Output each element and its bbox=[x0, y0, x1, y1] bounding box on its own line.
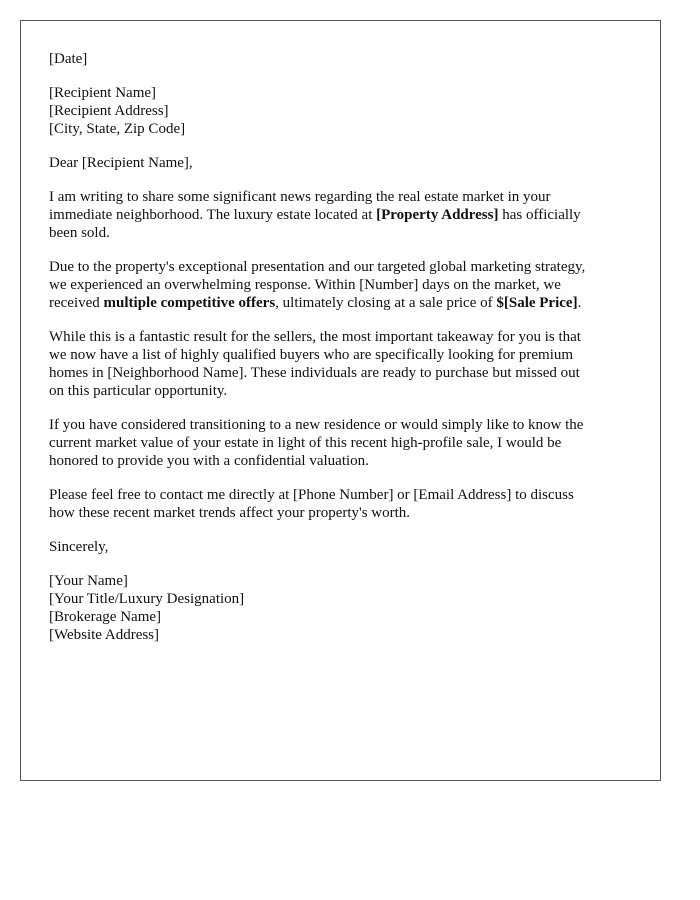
paragraph-line: how these recent market trends affect your property's worth. bbox=[49, 505, 411, 521]
recipient-address: [Recipient Address] bbox=[49, 103, 169, 119]
salutation-text: Dear [Recipient Name], bbox=[49, 155, 193, 171]
signature-block bbox=[49, 572, 632, 644]
closing bbox=[49, 538, 632, 556]
paragraph-line: homes in [Neighborhood Name]. These individuals are ready to purchase but missed out bbox=[49, 365, 580, 381]
closing-text: Sincerely, bbox=[49, 539, 109, 555]
multiple-offers-emphasis: multiple competitive offers bbox=[103, 295, 276, 311]
paragraph-line: honored to provide you with a confidential valuation. bbox=[49, 453, 369, 469]
body-paragraph-5 bbox=[49, 486, 632, 522]
text-segment: received bbox=[49, 295, 104, 311]
paragraph-line: current market value of your estate in light of this recent high-profile sale, I would be bbox=[49, 435, 562, 451]
body-paragraph-3 bbox=[49, 328, 632, 400]
letter-page bbox=[20, 20, 661, 781]
signature-website: [Website Address] bbox=[49, 627, 160, 643]
property-address-placeholder: [Property Address] bbox=[376, 207, 499, 223]
signature-title: [Your Title/Luxury Designation] bbox=[49, 591, 245, 607]
text-segment: . bbox=[577, 295, 582, 311]
paragraph-line: While this is a fantastic result for the sellers, the most important takeaway for you is that bbox=[49, 329, 581, 345]
sale-price-placeholder: $[Sale Price] bbox=[496, 295, 578, 311]
signature-brokerage: [Brokerage Name] bbox=[49, 609, 162, 625]
letter-date bbox=[49, 50, 632, 68]
text-segment: , ultimately closing at a sale price of bbox=[275, 295, 497, 311]
body-paragraph-2 bbox=[49, 258, 632, 312]
signature-name: [Your Name] bbox=[49, 573, 128, 589]
salutation bbox=[49, 154, 632, 172]
paragraph-line bbox=[49, 206, 632, 224]
paragraph-line: I am writing to share some significant news regarding the real estate market in your bbox=[49, 189, 551, 205]
paragraph-line: Please feel free to contact me directly at [Phone Number] or [Email Address] to discuss bbox=[49, 487, 574, 503]
paragraph-line: we experienced an overwhelming response. Within [Number] days on the market, we bbox=[49, 277, 561, 293]
text-segment: has officially bbox=[498, 207, 581, 223]
date-text: [Date] bbox=[49, 51, 88, 67]
paragraph-line: been sold. bbox=[49, 225, 110, 241]
body-paragraph-4 bbox=[49, 416, 632, 470]
paragraph-line: on this particular opportunity. bbox=[49, 383, 228, 399]
paragraph-line: Due to the property's exceptional presentation and our targeted global marketing strategy, bbox=[49, 259, 586, 275]
paragraph-line: we now have a list of highly qualified buyers who are specifically looking for premium bbox=[49, 347, 574, 363]
text-segment: immediate neighborhood. The luxury estate located at bbox=[49, 207, 377, 223]
recipient-name: [Recipient Name] bbox=[49, 85, 157, 101]
body-paragraph-1 bbox=[49, 188, 632, 242]
paragraph-line bbox=[49, 294, 632, 312]
recipient-address-block bbox=[49, 84, 632, 138]
recipient-city-state-zip: [City, State, Zip Code] bbox=[49, 121, 186, 137]
paragraph-line: If you have considered transitioning to a new residence or would simply like to know the bbox=[49, 417, 584, 433]
